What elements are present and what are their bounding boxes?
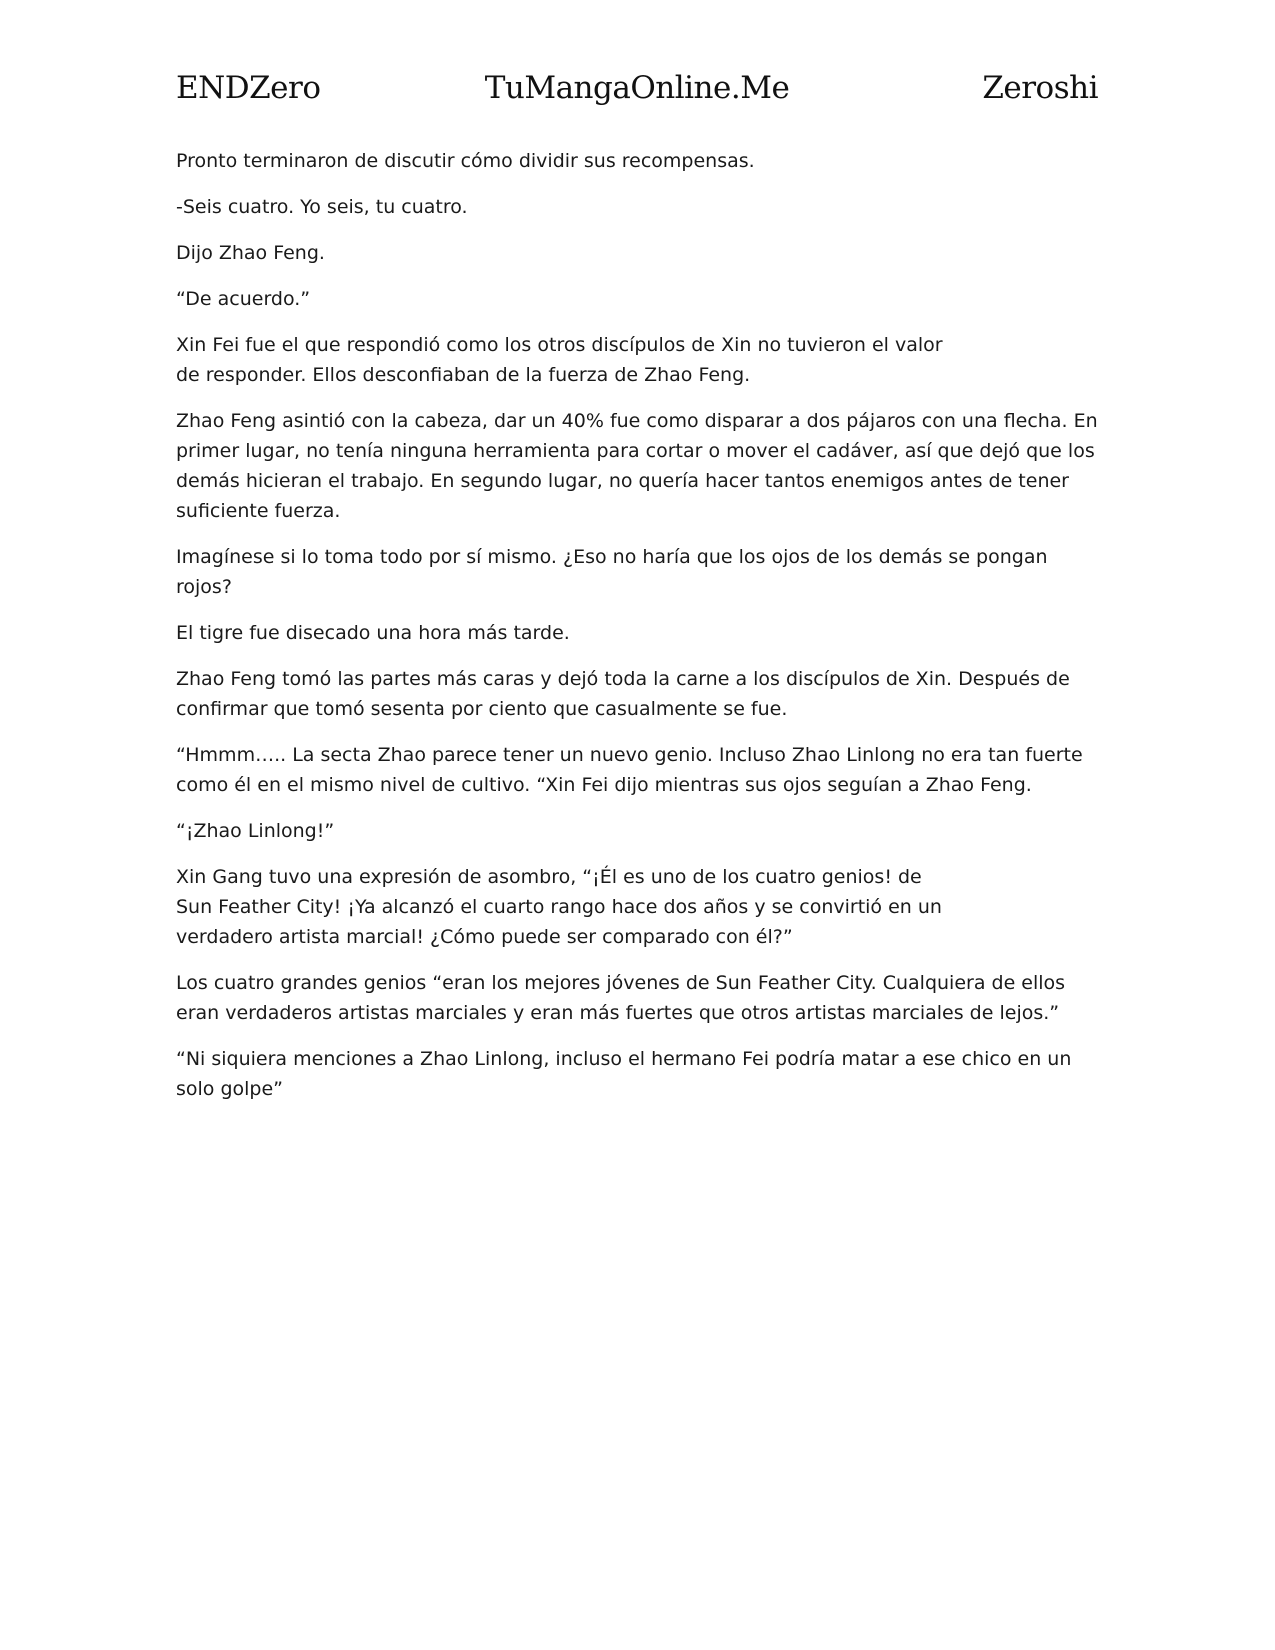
paragraph: El tigre fue disecado una hora más tarde. <box>176 622 570 644</box>
paragraph: Xin Gang tuvo una expresión de asombro, “¡Él es uno de los cuatro genios! de Sun Feather City! ¡Ya alcanzó el cuarto rango hace dos años y se convirtió en un verdadero artista marcial! ¿Cómo puede ser comparado con él?” <box>176 866 942 948</box>
page-header <box>176 70 1098 120</box>
header-center-text: TuMangaOnline.Me <box>484 70 790 106</box>
paragraph: Los cuatro grandes genios “eran los mejores jóvenes de Sun Feather City. Cualquiera de ellos eran verdaderos artistas marciales y eran más fuertes que otros artistas marciales de lejos.” <box>176 972 1066 1024</box>
header-right-text: Zeroshi <box>982 70 1098 106</box>
paragraph: “Ni siquiera menciones a Zhao Linlong, incluso el hermano Fei podría matar a ese chico en un solo golpe” <box>176 1048 1072 1100</box>
document-body <box>176 146 1098 1120</box>
paragraph: Dijo Zhao Feng. <box>176 242 325 264</box>
paragraph: “¡Zhao Linlong!” <box>176 820 335 842</box>
paragraph: Imagínese si lo toma todo por sí mismo. ¿Eso no haría que los ojos de los demás se pongan rojos? <box>176 546 1048 598</box>
paragraph: Xin Fei fue el que respondió como los otros discípulos de Xin no tuvieron el valor de responder. Ellos desconfiaban de la fuerza de Zhao Feng. <box>176 334 943 386</box>
paragraph: -Seis cuatro. Yo seis, tu cuatro. <box>176 196 468 218</box>
paragraph: “De acuerdo.” <box>176 288 311 310</box>
paragraph: “Hmmm….. La secta Zhao parece tener un nuevo genio. Incluso Zhao Linlong no era tan fuerte como él en el mismo nivel de cultivo. “Xin Fei dijo mientras sus ojos seguían a Zhao Feng. <box>176 744 1083 796</box>
paragraph: Pronto terminaron de discutir cómo dividir sus recompensas. <box>176 150 755 172</box>
header-left-text: ENDZero <box>176 70 321 106</box>
paragraph: Zhao Feng tomó las partes más caras y dejó toda la carne a los discípulos de Xin. Después de confirmar que tomó sesenta por ciento que casualmente se fue. <box>176 668 1070 720</box>
paragraph: Zhao Feng asintió con la cabeza, dar un 40% fue como disparar a dos pájaros con una flecha. En primer lugar, no tenía ninguna herramienta para cortar o mover el cadáver, así que dejó que los demás hicieran el trabajo. En segundo lugar, no quería hacer tantos enemigos antes de tener suficiente fuerza. <box>176 410 1098 522</box>
